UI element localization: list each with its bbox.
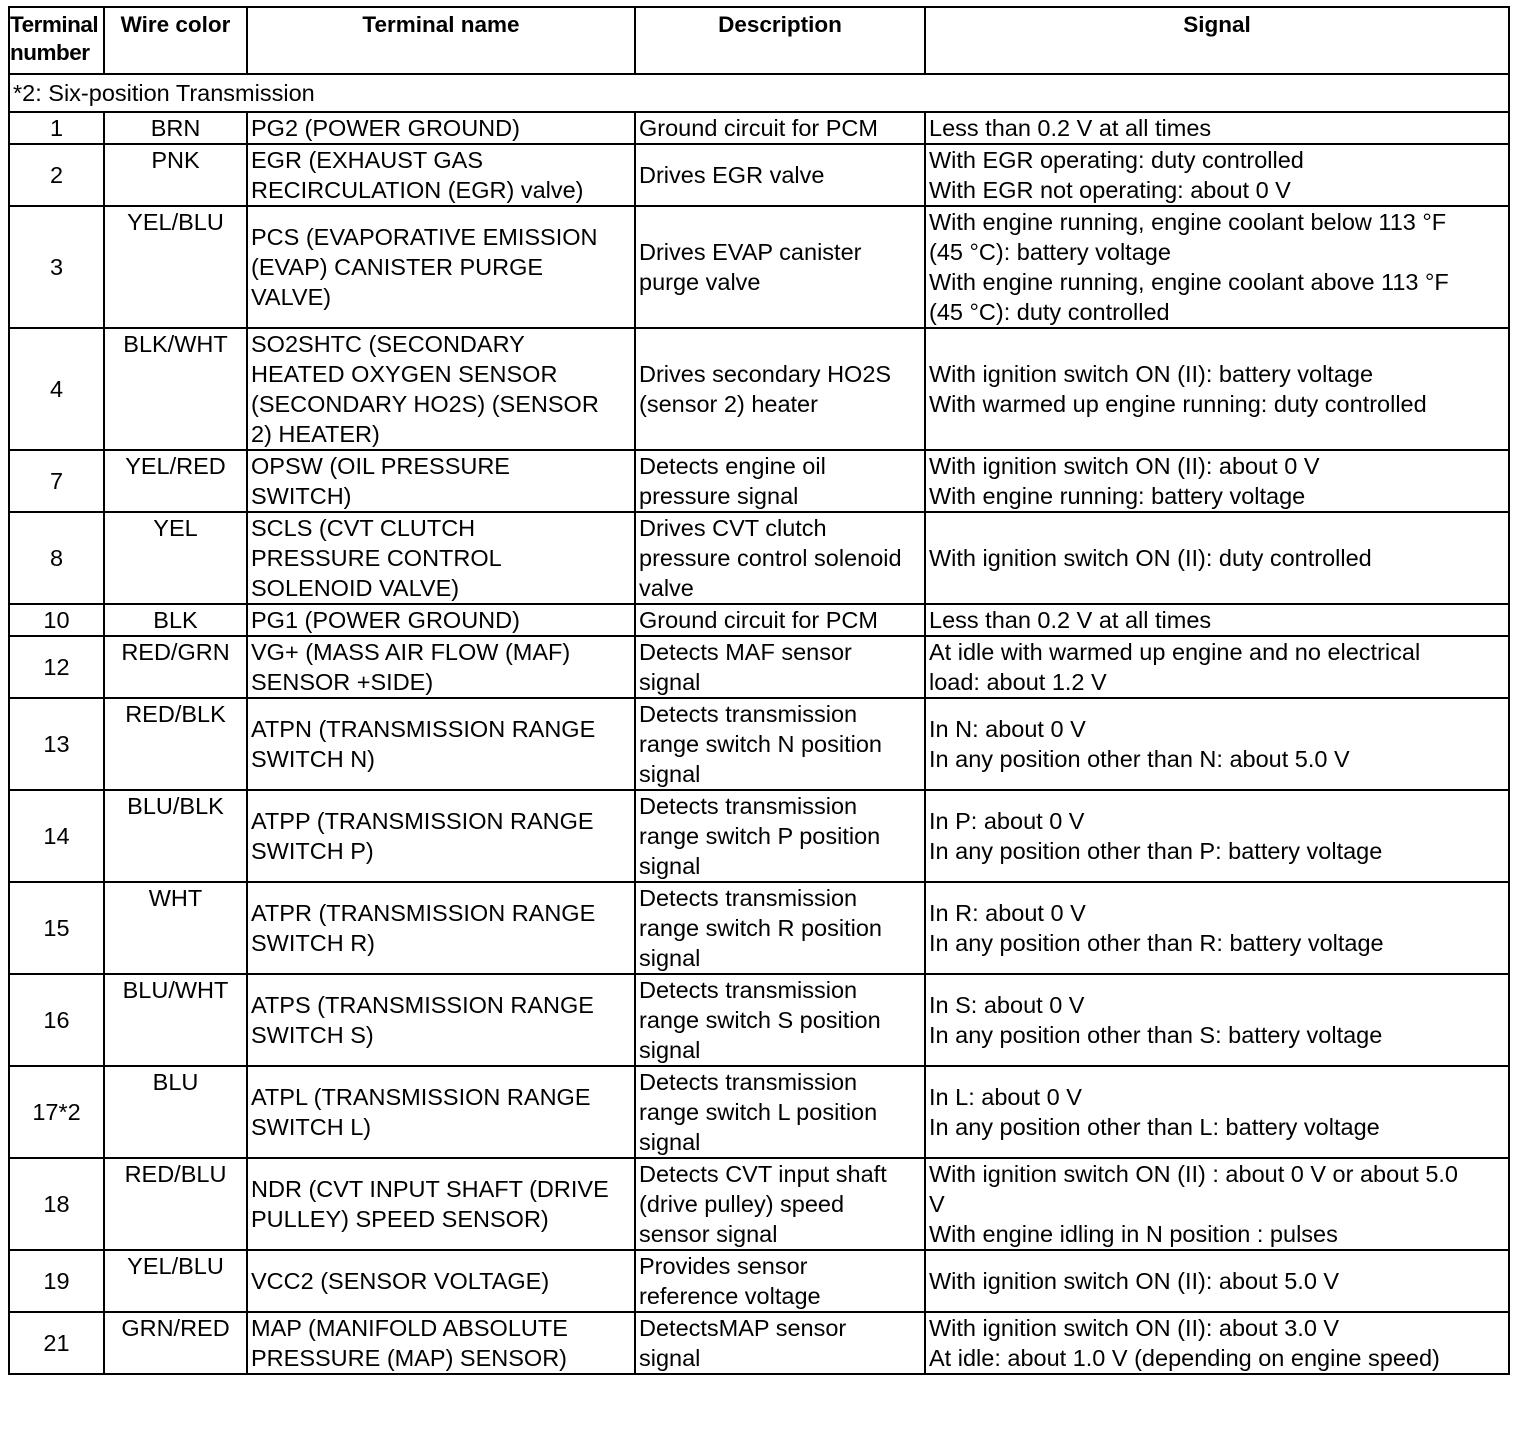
wire-color: BLK (104, 604, 247, 636)
desc-line: range switch S position (639, 1007, 881, 1033)
signal (925, 1250, 1509, 1312)
table-row (9, 206, 1509, 328)
description (635, 144, 925, 206)
name-line: SWITCH P) (251, 838, 374, 864)
table-row (9, 144, 1509, 206)
name-line: VG+ (MASS AIR FLOW (MAF) (251, 639, 571, 665)
desc-line: (drive pulley) speed (639, 1191, 845, 1217)
name-line: (SECONDARY HO2S) (SENSOR (251, 391, 599, 417)
name-line: SWITCH L) (251, 1114, 372, 1140)
sig-line: In N: about 0 V (929, 716, 1086, 742)
description (635, 1066, 925, 1158)
description (635, 882, 925, 974)
sig-line: At idle: about 1.0 V (depending on engine speed) (929, 1345, 1440, 1371)
name-line: SWITCH R) (251, 930, 376, 956)
desc-line: Ground circuit for PCM (639, 115, 878, 141)
name-line: EGR (EXHAUST GAS (251, 147, 484, 173)
signal (925, 1158, 1509, 1250)
desc-line: Detects transmission (639, 885, 858, 911)
sig-line: In any position other than N: about 5.0 V (929, 746, 1350, 772)
sig-line: With warmed up engine running: duty controlled (929, 391, 1427, 417)
sig-line: With ignition switch ON (II): about 0 V (929, 453, 1320, 479)
desc-line: Ground circuit for PCM (639, 607, 878, 633)
wire-color: BLK/WHT (104, 328, 247, 450)
name-line: MAP (MANIFOLD ABSOLUTE (251, 1315, 568, 1341)
signal (925, 604, 1509, 636)
sig-line: Less than 0.2 V at all times (929, 115, 1212, 141)
desc-line: signal (639, 761, 701, 787)
header-terminal-name: Terminal name (247, 7, 635, 74)
desc-line: Detects transmission (639, 701, 858, 727)
terminal-name (247, 1312, 635, 1374)
sig-line: With ignition switch ON (II): about 3.0 V (929, 1315, 1340, 1341)
signal (925, 206, 1509, 328)
name-line: PG2 (POWER GROUND) (251, 115, 520, 141)
signal (925, 974, 1509, 1066)
desc-line: Detects MAF sensor (639, 639, 852, 665)
sig-line: In any position other than S: battery voltage (929, 1022, 1383, 1048)
desc-line: pressure signal (639, 483, 799, 509)
wire-color: WHT (104, 882, 247, 974)
description (635, 1250, 925, 1312)
name-line: SOLENOID VALVE) (251, 575, 460, 601)
name-line: PULLEY) SPEED SENSOR) (251, 1206, 549, 1232)
terminal-number: 8 (9, 512, 104, 604)
sig-line: In S: about 0 V (929, 992, 1085, 1018)
sig-line: With ignition switch ON (II): battery voltage (929, 361, 1374, 387)
description (635, 328, 925, 450)
name-line: HEATED OXYGEN SENSOR (251, 361, 558, 387)
desc-line: signal (639, 945, 701, 971)
terminal-number: 3 (9, 206, 104, 328)
terminal-number: 4 (9, 328, 104, 450)
wire-color: BLU/WHT (104, 974, 247, 1066)
table-header (9, 7, 1509, 74)
table-row (9, 1312, 1509, 1374)
name-line: ATPP (TRANSMISSION RANGE (251, 808, 594, 834)
sig-line: In R: about 0 V (929, 900, 1086, 926)
desc-line: reference voltage (639, 1283, 821, 1309)
description (635, 698, 925, 790)
name-line: PG1 (POWER GROUND) (251, 607, 520, 633)
wire-color: RED/BLK (104, 698, 247, 790)
desc-line: Detects transmission (639, 977, 858, 1003)
desc-line: signal (639, 1129, 701, 1155)
description (635, 790, 925, 882)
table-row (9, 882, 1509, 974)
desc-line: Detects transmission (639, 1069, 858, 1095)
table-row (9, 328, 1509, 450)
name-line: NDR (CVT INPUT SHAFT (DRIVE (251, 1176, 609, 1202)
sig-line: (45 °C): battery voltage (929, 239, 1171, 265)
desc-line: range switch L position (639, 1099, 878, 1125)
sig-line: In any position other than R: battery voltage (929, 930, 1384, 956)
table-row (9, 450, 1509, 512)
sig-line: With engine running, engine coolant above 113 °F (929, 269, 1449, 295)
wire-color: BRN (104, 112, 247, 144)
wire-color: PNK (104, 144, 247, 206)
terminal-number: 21 (9, 1312, 104, 1374)
description (635, 974, 925, 1066)
header-description: Description (635, 7, 925, 74)
header-signal: Signal (925, 7, 1509, 74)
sig-line: At idle with warmed up engine and no electrical (929, 639, 1421, 665)
terminal-name (247, 144, 635, 206)
terminal-name (247, 112, 635, 144)
name-line: VALVE) (251, 284, 332, 310)
sig-line: With ignition switch ON (II): duty controlled (929, 545, 1372, 571)
header-terminal-number: Terminal number (9, 7, 104, 74)
terminal-number: 18 (9, 1158, 104, 1250)
wire-color: GRN/RED (104, 1312, 247, 1374)
desc-line: sensor signal (639, 1221, 778, 1247)
wire-color: RED/GRN (104, 636, 247, 698)
terminal-number: 7 (9, 450, 104, 512)
name-line: RECIRCULATION (EGR) valve) (251, 177, 584, 203)
table-body (9, 74, 1509, 1374)
terminal-name (247, 698, 635, 790)
terminal-number: 12 (9, 636, 104, 698)
terminal-name (247, 328, 635, 450)
signal (925, 698, 1509, 790)
sig-line: With engine idling in N position : pulses (929, 1221, 1338, 1247)
table-row (9, 974, 1509, 1066)
desc-line: Drives EVAP canister (639, 239, 862, 265)
desc-line: signal (639, 669, 701, 695)
signal (925, 1066, 1509, 1158)
table-row (9, 1250, 1509, 1312)
wire-color: YEL/RED (104, 450, 247, 512)
wire-color: BLU (104, 1066, 247, 1158)
desc-line: Drives EGR valve (639, 162, 825, 188)
terminal-number: 13 (9, 698, 104, 790)
name-line: 2) HEATER) (251, 421, 380, 447)
name-line: PRESSURE (MAP) SENSOR) (251, 1345, 567, 1371)
terminal-number: 17*2 (9, 1066, 104, 1158)
terminal-name (247, 1158, 635, 1250)
name-line: PCS (EVAPORATIVE EMISSION (251, 224, 598, 250)
signal (925, 636, 1509, 698)
signal (925, 144, 1509, 206)
name-line: OPSW (OIL PRESSURE (251, 453, 510, 479)
name-line: ATPL (TRANSMISSION RANGE (251, 1084, 591, 1110)
description (635, 1158, 925, 1250)
desc-line: Drives secondary HO2S (639, 361, 892, 387)
table-row (9, 790, 1509, 882)
terminal-name (247, 450, 635, 512)
terminal-number: 1 (9, 112, 104, 144)
terminal-name (247, 1250, 635, 1312)
desc-line: signal (639, 853, 701, 879)
terminal-number: 16 (9, 974, 104, 1066)
desc-line: signal (639, 1037, 701, 1063)
desc-line: range switch R position (639, 915, 882, 941)
desc-line: Drives CVT clutch (639, 515, 827, 541)
description (635, 636, 925, 698)
section-row (9, 74, 1509, 112)
desc-line: signal (639, 1345, 701, 1371)
sig-line: With engine running, engine coolant below 113 °F (929, 209, 1447, 235)
table-row (9, 604, 1509, 636)
desc-line: valve (639, 575, 694, 601)
wire-color: BLU/BLK (104, 790, 247, 882)
signal (925, 112, 1509, 144)
terminal-name (247, 1066, 635, 1158)
description (635, 1312, 925, 1374)
sig-line: load: about 1.2 V (929, 669, 1107, 695)
desc-line: Provides sensor (639, 1253, 808, 1279)
terminal-name (247, 636, 635, 698)
wire-color: YEL/BLU (104, 206, 247, 328)
sig-line: With ignition switch ON (II): about 5.0 V (929, 1268, 1340, 1294)
sig-line: With engine running: battery voltage (929, 483, 1306, 509)
sig-line: With EGR operating: duty controlled (929, 147, 1304, 173)
sig-line: In any position other than L: battery voltage (929, 1114, 1380, 1140)
sig-line: In P: about 0 V (929, 808, 1085, 834)
wire-color: YEL/BLU (104, 1250, 247, 1312)
name-line: SENSOR +SIDE) (251, 669, 434, 695)
description (635, 206, 925, 328)
description (635, 112, 925, 144)
sig-line: Less than 0.2 V at all times (929, 607, 1212, 633)
signal (925, 1312, 1509, 1374)
sig-line: With EGR not operating: about 0 V (929, 177, 1291, 203)
description (635, 450, 925, 512)
wire-color: RED/BLU (104, 1158, 247, 1250)
section-title: *2: Six-position Transmission (9, 74, 1509, 112)
desc-line: pressure control solenoid (639, 545, 902, 571)
table-row (9, 512, 1509, 604)
name-line: SWITCH N) (251, 746, 376, 772)
sig-line: (45 °C): duty controlled (929, 299, 1170, 325)
table-row (9, 1158, 1509, 1250)
sig-line: V (929, 1191, 945, 1217)
header-wire-color: Wire color (104, 7, 247, 74)
desc-line: DetectsMAP sensor (639, 1315, 847, 1341)
desc-line: range switch N position (639, 731, 882, 757)
description (635, 604, 925, 636)
table-row (9, 112, 1509, 144)
wire-color: YEL (104, 512, 247, 604)
table-row (9, 636, 1509, 698)
name-line: SWITCH) (251, 483, 352, 509)
name-line: SWITCH S) (251, 1022, 374, 1048)
name-line: SCLS (CVT CLUTCH (251, 515, 476, 541)
signal (925, 328, 1509, 450)
terminal-number: 15 (9, 882, 104, 974)
name-line: ATPN (TRANSMISSION RANGE (251, 716, 596, 742)
table-row (9, 1066, 1509, 1158)
terminal-number: 2 (9, 144, 104, 206)
terminal-name (247, 512, 635, 604)
terminal-number: 14 (9, 790, 104, 882)
sig-line: In any position other than P: battery voltage (929, 838, 1383, 864)
desc-line: range switch P position (639, 823, 881, 849)
desc-line: Detects transmission (639, 793, 858, 819)
sig-line: With ignition switch ON (II) : about 0 V or about 5.0 (929, 1161, 1458, 1187)
signal (925, 512, 1509, 604)
desc-line: purge valve (639, 269, 761, 295)
desc-line: (sensor 2) heater (639, 391, 818, 417)
name-line: ATPR (TRANSMISSION RANGE (251, 900, 596, 926)
sig-line: In L: about 0 V (929, 1084, 1082, 1110)
description (635, 512, 925, 604)
signal (925, 790, 1509, 882)
name-line: VCC2 (SENSOR VOLTAGE) (251, 1268, 550, 1294)
desc-line: Detects CVT input shaft (639, 1161, 887, 1187)
signal (925, 882, 1509, 974)
name-line: PRESSURE CONTROL (251, 545, 502, 571)
terminal-number: 10 (9, 604, 104, 636)
terminal-name (247, 974, 635, 1066)
terminal-name (247, 882, 635, 974)
terminal-name (247, 790, 635, 882)
name-line: SO2SHTC (SECONDARY (251, 331, 525, 357)
pcm-terminal-table (8, 6, 1510, 1375)
terminal-name (247, 604, 635, 636)
terminal-number: 19 (9, 1250, 104, 1312)
signal (925, 450, 1509, 512)
name-line: ATPS (TRANSMISSION RANGE (251, 992, 594, 1018)
terminal-name (247, 206, 635, 328)
name-line: (EVAP) CANISTER PURGE (251, 254, 544, 280)
desc-line: Detects engine oil (639, 453, 826, 479)
table-row (9, 698, 1509, 790)
